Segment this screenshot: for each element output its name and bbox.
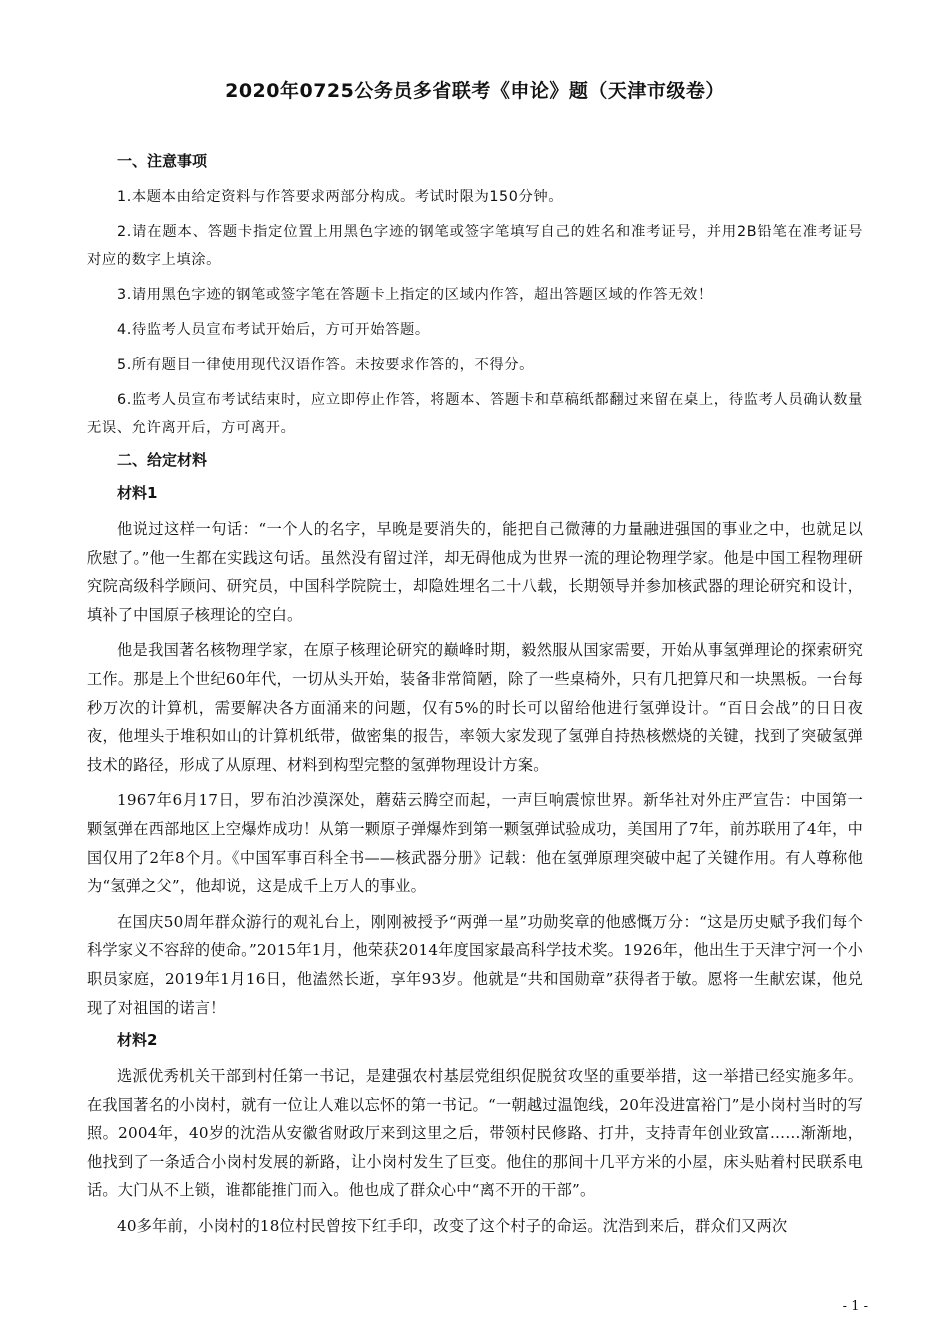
material-2-paragraph-1: 选派优秀机关干部到村任第一书记，是建强农村基层党组织促脱贫攻坚的重要举措，这一举措已经实施多年。在我国著名的小岗村，就有一位让人难以忘怀的第一书记。“一朝越过温饱线，20年没进富裕门”是小岗村当时的写照。2004年，40岁的沈浩从安徽省财政厅来到这里之后，带领村民修路、打井，支持青年创业致富……渐渐地，他找到了一条适合小岗村发展的新路，让小岗村发生了巨变。他住的那间十几平方米的小屋，床头贴着村民联系电话。大门从不上锁，谁都能推门而入。他也成了群众心中“离不开的干部”。 (87, 1067, 863, 1200)
notice-item-6: 6.监考人员宣布考试结束时，应立即停止作答，将题本、答题卡和草稿纸都翻过来留在桌上，待监考人员确认数量无误、允许离开后，方可离开。 (87, 392, 863, 436)
document-body (87, 150, 863, 1248)
notice-item-4: 4.待监考人员宣布考试开始后，方可开始答题。 (117, 322, 430, 338)
notice-item-1: 1.本题本由给定资料与作答要求两部分构成。考试时限为150分钟。 (117, 189, 564, 205)
notice-item-2: 2.请在题本、答题卡指定位置上用黑色字迹的钢笔或签字笔填写自己的姓名和准考证号，并用2B铅笔在准考证号对应的数字上填涂。 (87, 224, 863, 268)
notice-section-heading: 一、注意事项 (117, 152, 208, 170)
materials-section-heading: 二、给定材料 (117, 451, 208, 469)
material-1-paragraph-1: 他说过这样一句话：“一个人的名字，早晚是要消失的，能把自己微薄的力量融进强国的事业之中，也就足以欣慰了。”他一生都在实践这句话。虽然没有留过洋，却无碍他成为世界一流的理论物理学家。他是中国工程物理研究院高级科学顾问、研究员，中国科学院院士，却隐姓埋名二十八载，长期领导并参加核武器的理论研究和设计，填补了中国原子核理论的空白。 (87, 520, 863, 624)
notice-item-3: 3.请用黑色字迹的钢笔或签字笔在答题卡上指定的区域内作答，超出答题区域的作答无效！ (117, 287, 713, 303)
page-title: 2020年0725公务员多省联考《申论》题（天津市级卷） (225, 80, 725, 102)
page-number: - 1 - (842, 1299, 868, 1314)
material-2-paragraph-2: 40多年前，小岗村的18位村民曾按下红手印，改变了这个村子的命运。沈浩到来后，群众们又两次 (117, 1217, 788, 1236)
material-2-heading: 材料2 (117, 1031, 158, 1050)
material-1-paragraph-4: 在国庆50周年群众游行的观礼台上，刚刚被授予“两弹一星”功勋奖章的他感慨万分：“这是历史赋予我们每个科学家义不容辞的使命。”2015年1月，他荣获2014年度国家最高科学技术奖。1926年，他出生于天津宁河一个小职员家庭，2019年1月16日，他溘然长逝，享年93岁。他就是“共和国勋章”获得者于敏。愿将一生献宏谋，他兑现了对祖国的诺言！ (87, 912, 863, 1017)
notice-item-5: 5.所有题目一律使用现代汉语作答。未按要求作答的，不得分。 (117, 357, 535, 373)
material-1-heading: 材料1 (117, 484, 158, 502)
material-1-paragraph-3: 1967年6月17日，罗布泊沙漠深处，蘑菇云腾空而起，一声巨响震惊世界。新华社对外庄严宣告：中国第一颗氢弹在西部地区上空爆炸成功！从第一颗原子弹爆炸到第一颗氢弹试验成功，美国用了7年，前苏联用了4年，中国仅用了2年8个月。《中国军事百科全书——核武器分册》记载：他在氢弹原理突破中起了关键作用。有人尊称他为“氢弹之父”，他却说，这是成千上万人的事业。 (87, 791, 863, 896)
material-1-paragraph-2: 他是我国著名核物理学家，在原子核理论研究的巅峰时期，毅然服从国家需要，开始从事氢弹理论的探索研究工作。那是上个世纪60年代，一切从头开始，装备非常简陋，除了一些桌椅外，只有几把算尺和一块黑板。一台每秒万次的计算机，需要解决各方面涌来的问题，仅有5%的时长可以留给他进行氢弹设计。“百日会战”的日日夜夜，他埋头于堆积如山的计算机纸带，做密集的报告，率领大家发现了氢弹自持热核燃烧的关键，找到了突破氢弹技术的路径，形成了从原理、材料到构型完整的氢弹物理设计方案。 (87, 641, 863, 774)
